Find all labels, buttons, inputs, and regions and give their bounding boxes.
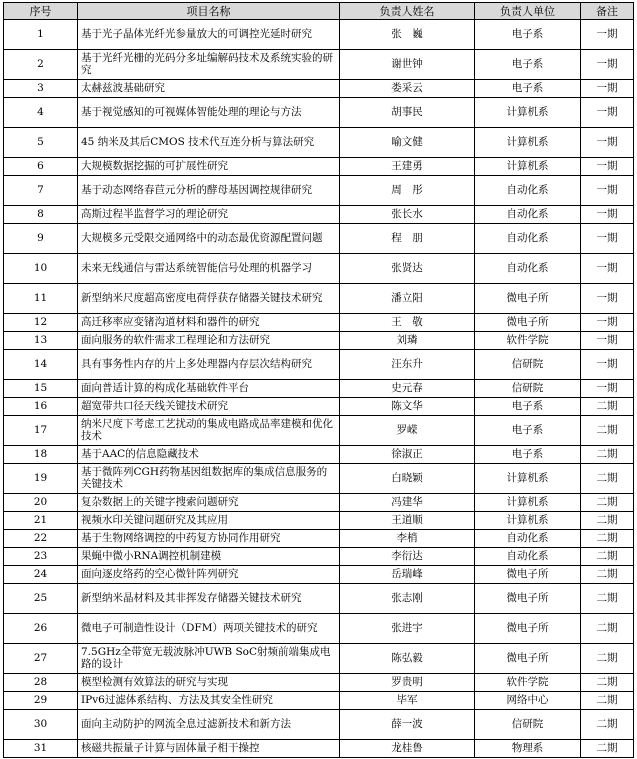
cell-seq: 20: [4, 494, 78, 512]
cell-leader-name: 王建勇: [340, 158, 475, 176]
table-row: [4, 614, 634, 644]
cell-leader-name: 张进宇: [340, 614, 475, 644]
cell-leader-name: 陈弘毅: [340, 644, 475, 674]
cell-note: 二期: [581, 644, 634, 674]
cell-project-name: 果蝇中微小RNA调控机制建模: [78, 548, 340, 566]
cell-leader-unit: 信研院: [475, 380, 581, 398]
cell-seq: 25: [4, 584, 78, 614]
cell-leader-unit: 电子系: [475, 416, 581, 446]
cell-leader-name: 谢世钟: [340, 50, 475, 80]
cell-seq: 4: [4, 98, 78, 128]
cell-leader-unit: 网络中心: [475, 692, 581, 710]
cell-project-name: 7.5GHz全带宽无载波脉冲UWB SoC射频前端集成电路的设计: [78, 644, 340, 674]
cell-note: 二期: [581, 512, 634, 530]
table-row: [4, 314, 634, 332]
cell-note: 二期: [581, 692, 634, 710]
header-row: [4, 3, 634, 20]
cell-leader-unit: 微电子所: [475, 614, 581, 644]
cell-leader-name: 潘立阳: [340, 284, 475, 314]
table-row: [4, 464, 634, 494]
table-row: [4, 566, 634, 584]
cell-project-name: 面向服务的软件需求工程理论和方法研究: [78, 332, 340, 350]
cell-leader-unit: 自动化系: [475, 206, 581, 224]
table-row: [4, 584, 634, 614]
cell-leader-name: 王 敬: [340, 314, 475, 332]
cell-leader-unit: 自动化系: [475, 176, 581, 206]
table-row: [4, 740, 634, 758]
cell-note: 一期: [581, 176, 634, 206]
table-row: [4, 50, 634, 80]
cell-leader-unit: 计算机系: [475, 128, 581, 158]
table-row: [4, 20, 634, 50]
cell-leader-unit: 微电子所: [475, 566, 581, 584]
cell-note: 二期: [581, 740, 634, 758]
cell-project-name: 具有事务性内存的片上多处理器内存层次结构研究: [78, 350, 340, 380]
header-note: 备注: [581, 3, 634, 20]
cell-leader-name: 喻文健: [340, 128, 475, 158]
cell-leader-name: 胡事民: [340, 98, 475, 128]
table-row: [4, 332, 634, 350]
cell-leader-unit: 电子系: [475, 80, 581, 98]
cell-project-name: 基于光子晶体光纤光参量放大的可调控光延时研究: [78, 20, 340, 50]
cell-seq: 6: [4, 158, 78, 176]
cell-leader-unit: 自动化系: [475, 548, 581, 566]
cell-seq: 5: [4, 128, 78, 158]
cell-leader-name: 岳瑞峰: [340, 566, 475, 584]
cell-seq: 30: [4, 710, 78, 740]
cell-seq: 29: [4, 692, 78, 710]
cell-seq: 23: [4, 548, 78, 566]
cell-seq: 13: [4, 332, 78, 350]
cell-leader-name: 张志刚: [340, 584, 475, 614]
cell-leader-name: 薛一波: [340, 710, 475, 740]
cell-note: 二期: [581, 494, 634, 512]
cell-leader-name: 刘璘: [340, 332, 475, 350]
table-row: [4, 350, 634, 380]
table-row: [4, 512, 634, 530]
cell-leader-name: 罗贵明: [340, 674, 475, 692]
table-row: [4, 692, 634, 710]
cell-leader-name: 冯建华: [340, 494, 475, 512]
cell-project-name: 基于生物网络调控的中药复方协同作用研究: [78, 530, 340, 548]
cell-project-name: 超宽带共口径天线关键技术研究: [78, 398, 340, 416]
cell-note: 一期: [581, 80, 634, 98]
table-row: [4, 158, 634, 176]
cell-leader-unit: 计算机系: [475, 158, 581, 176]
cell-seq: 9: [4, 224, 78, 254]
cell-note: 二期: [581, 566, 634, 584]
table-row: [4, 128, 634, 158]
table-row: [4, 416, 634, 446]
cell-leader-name: 程 朋: [340, 224, 475, 254]
cell-leader-name: 史元春: [340, 380, 475, 398]
cell-project-name: 高迁移率应变锗沟道材料和器件的研究: [78, 314, 340, 332]
cell-leader-unit: 电子系: [475, 20, 581, 50]
table-row: [4, 398, 634, 416]
cell-leader-name: 周 彤: [340, 176, 475, 206]
table-row: [4, 530, 634, 548]
cell-note: 一期: [581, 206, 634, 224]
table-row: [4, 644, 634, 674]
cell-project-name: 45 纳米及其后CMOS 技术代互连分析与算法研究: [78, 128, 340, 158]
cell-project-name: 基于AAC的信息隐藏技术: [78, 446, 340, 464]
cell-project-name: 未来无线通信与雷达系统智能信号处理的机器学习: [78, 254, 340, 284]
cell-seq: 8: [4, 206, 78, 224]
cell-note: 二期: [581, 614, 634, 644]
table-header: [4, 3, 634, 20]
cell-project-name: 高斯过程半监督学习的理论研究: [78, 206, 340, 224]
cell-note: 二期: [581, 464, 634, 494]
cell-project-name: 面向逐皮络药的空心微针阵列研究: [78, 566, 340, 584]
cell-note: 二期: [581, 416, 634, 446]
cell-seq: 3: [4, 80, 78, 98]
table-row: [4, 206, 634, 224]
cell-leader-unit: 自动化系: [475, 530, 581, 548]
cell-project-name: 太赫兹波基础研究: [78, 80, 340, 98]
cell-note: 一期: [581, 224, 634, 254]
cell-leader-unit: 微电子所: [475, 314, 581, 332]
cell-leader-unit: 信研院: [475, 710, 581, 740]
cell-leader-name: 娄采云: [340, 80, 475, 98]
cell-seq: 10: [4, 254, 78, 284]
cell-leader-unit: 自动化系: [475, 254, 581, 284]
table-row: [4, 674, 634, 692]
cell-project-name: 模型检测有效算法的研究与实现: [78, 674, 340, 692]
cell-note: 一期: [581, 284, 634, 314]
cell-leader-unit: 计算机系: [475, 512, 581, 530]
cell-seq: 21: [4, 512, 78, 530]
header-seq: 序号: [4, 3, 78, 20]
cell-seq: 17: [4, 416, 78, 446]
cell-leader-name: 毕军: [340, 692, 475, 710]
cell-note: 二期: [581, 530, 634, 548]
table-row: [4, 494, 634, 512]
header-leader-unit: 负责人单位: [475, 3, 581, 20]
cell-note: 一期: [581, 128, 634, 158]
cell-leader-unit: 自动化系: [475, 224, 581, 254]
cell-seq: 31: [4, 740, 78, 758]
cell-leader-name: 张长水: [340, 206, 475, 224]
cell-leader-unit: 电子系: [475, 446, 581, 464]
cell-leader-unit: 微电子所: [475, 284, 581, 314]
cell-seq: 14: [4, 350, 78, 380]
cell-leader-name: 张 巍: [340, 20, 475, 50]
cell-leader-unit: 软件学院: [475, 674, 581, 692]
table-row: [4, 380, 634, 398]
cell-note: 二期: [581, 710, 634, 740]
cell-project-name: 基于动态网络春苣元分析的酵母基因调控规律研究: [78, 176, 340, 206]
cell-note: 一期: [581, 332, 634, 350]
cell-leader-name: 李衍达: [340, 548, 475, 566]
cell-seq: 11: [4, 284, 78, 314]
table-row: [4, 98, 634, 128]
cell-leader-name: 陈文华: [340, 398, 475, 416]
cell-project-name: 面向普适计算的构成化基础软件平台: [78, 380, 340, 398]
table-row: [4, 80, 634, 98]
cell-project-name: 基于光纤光栅的光码分多址编解码技术及系统实验的研究: [78, 50, 340, 80]
project-table: [3, 2, 634, 758]
cell-note: 一期: [581, 50, 634, 80]
cell-project-name: 新型纳米尺度超高密度电荷俘获存储器关键技术研究: [78, 284, 340, 314]
cell-leader-unit: 信研院: [475, 350, 581, 380]
cell-project-name: 新型纳米晶材料及其非挥发存储器关键技术研究: [78, 584, 340, 614]
cell-note: 一期: [581, 98, 634, 128]
cell-seq: 15: [4, 380, 78, 398]
cell-leader-name: 白晓颖: [340, 464, 475, 494]
table-row: [4, 176, 634, 206]
header-project-name: 项目名称: [78, 3, 340, 20]
cell-seq: 7: [4, 176, 78, 206]
cell-note: 二期: [581, 398, 634, 416]
table-row: [4, 224, 634, 254]
table-row: [4, 548, 634, 566]
cell-project-name: 基于微阵列CGH药物基因组数据库的集成信息服务的关键技术: [78, 464, 340, 494]
cell-leader-name: 王道顺: [340, 512, 475, 530]
cell-note: 一期: [581, 314, 634, 332]
cell-project-name: 视频水印关键问题研究及其应用: [78, 512, 340, 530]
cell-leader-unit: 电子系: [475, 50, 581, 80]
cell-note: 一期: [581, 350, 634, 380]
cell-project-name: IPv6过滤体系结构、方法及其安全性研究: [78, 692, 340, 710]
cell-seq: 26: [4, 614, 78, 644]
cell-leader-unit: 微电子所: [475, 644, 581, 674]
cell-seq: 12: [4, 314, 78, 332]
cell-seq: 1: [4, 20, 78, 50]
cell-note: 一期: [581, 254, 634, 284]
cell-leader-unit: 物理系: [475, 740, 581, 758]
cell-leader-name: 汪东升: [340, 350, 475, 380]
cell-note: 二期: [581, 548, 634, 566]
cell-leader-name: 李梢: [340, 530, 475, 548]
cell-leader-unit: 电子系: [475, 398, 581, 416]
table-row: [4, 284, 634, 314]
cell-seq: 18: [4, 446, 78, 464]
cell-seq: 16: [4, 398, 78, 416]
header-leader-name: 负责人姓名: [340, 3, 475, 20]
cell-leader-unit: 计算机系: [475, 494, 581, 512]
cell-note: 一期: [581, 20, 634, 50]
cell-project-name: 基于视觉感知的可视媒体智能处理的理论与方法: [78, 98, 340, 128]
cell-leader-unit: 软件学院: [475, 332, 581, 350]
table-row: [4, 710, 634, 740]
cell-note: 二期: [581, 674, 634, 692]
cell-leader-unit: 微电子所: [475, 584, 581, 614]
cell-leader-name: 龙桂鲁: [340, 740, 475, 758]
table-body: [4, 20, 634, 758]
cell-seq: 27: [4, 644, 78, 674]
cell-project-name: 大规模多元受限交通网络中的动态最优资源配置问题: [78, 224, 340, 254]
cell-note: 一期: [581, 158, 634, 176]
cell-seq: 24: [4, 566, 78, 584]
cell-note: 一期: [581, 380, 634, 398]
cell-project-name: 大规模数据挖掘的可扩展性研究: [78, 158, 340, 176]
cell-seq: 2: [4, 50, 78, 80]
cell-project-name: 核磁共振量子计算与固体量子相干操控: [78, 740, 340, 758]
cell-note: 二期: [581, 446, 634, 464]
cell-seq: 22: [4, 530, 78, 548]
cell-leader-name: 徐淑正: [340, 446, 475, 464]
cell-leader-name: 张贤达: [340, 254, 475, 284]
cell-note: 二期: [581, 584, 634, 614]
cell-project-name: 面向主动防护的网流全息过滤新技术和新方法: [78, 710, 340, 740]
table-row: [4, 254, 634, 284]
cell-project-name: 复杂数据上的关键字搜索问题研究: [78, 494, 340, 512]
cell-leader-unit: 计算机系: [475, 464, 581, 494]
cell-project-name: 微电子可制造性设计（DFM）两项关键技术的研究: [78, 614, 340, 644]
cell-leader-unit: 计算机系: [475, 98, 581, 128]
cell-leader-name: 罗嵘: [340, 416, 475, 446]
cell-project-name: 纳米尺度下考虑工艺扰动的集成电路成品率建模和优化技术: [78, 416, 340, 446]
cell-seq: 28: [4, 674, 78, 692]
table-row: [4, 446, 634, 464]
cell-seq: 19: [4, 464, 78, 494]
